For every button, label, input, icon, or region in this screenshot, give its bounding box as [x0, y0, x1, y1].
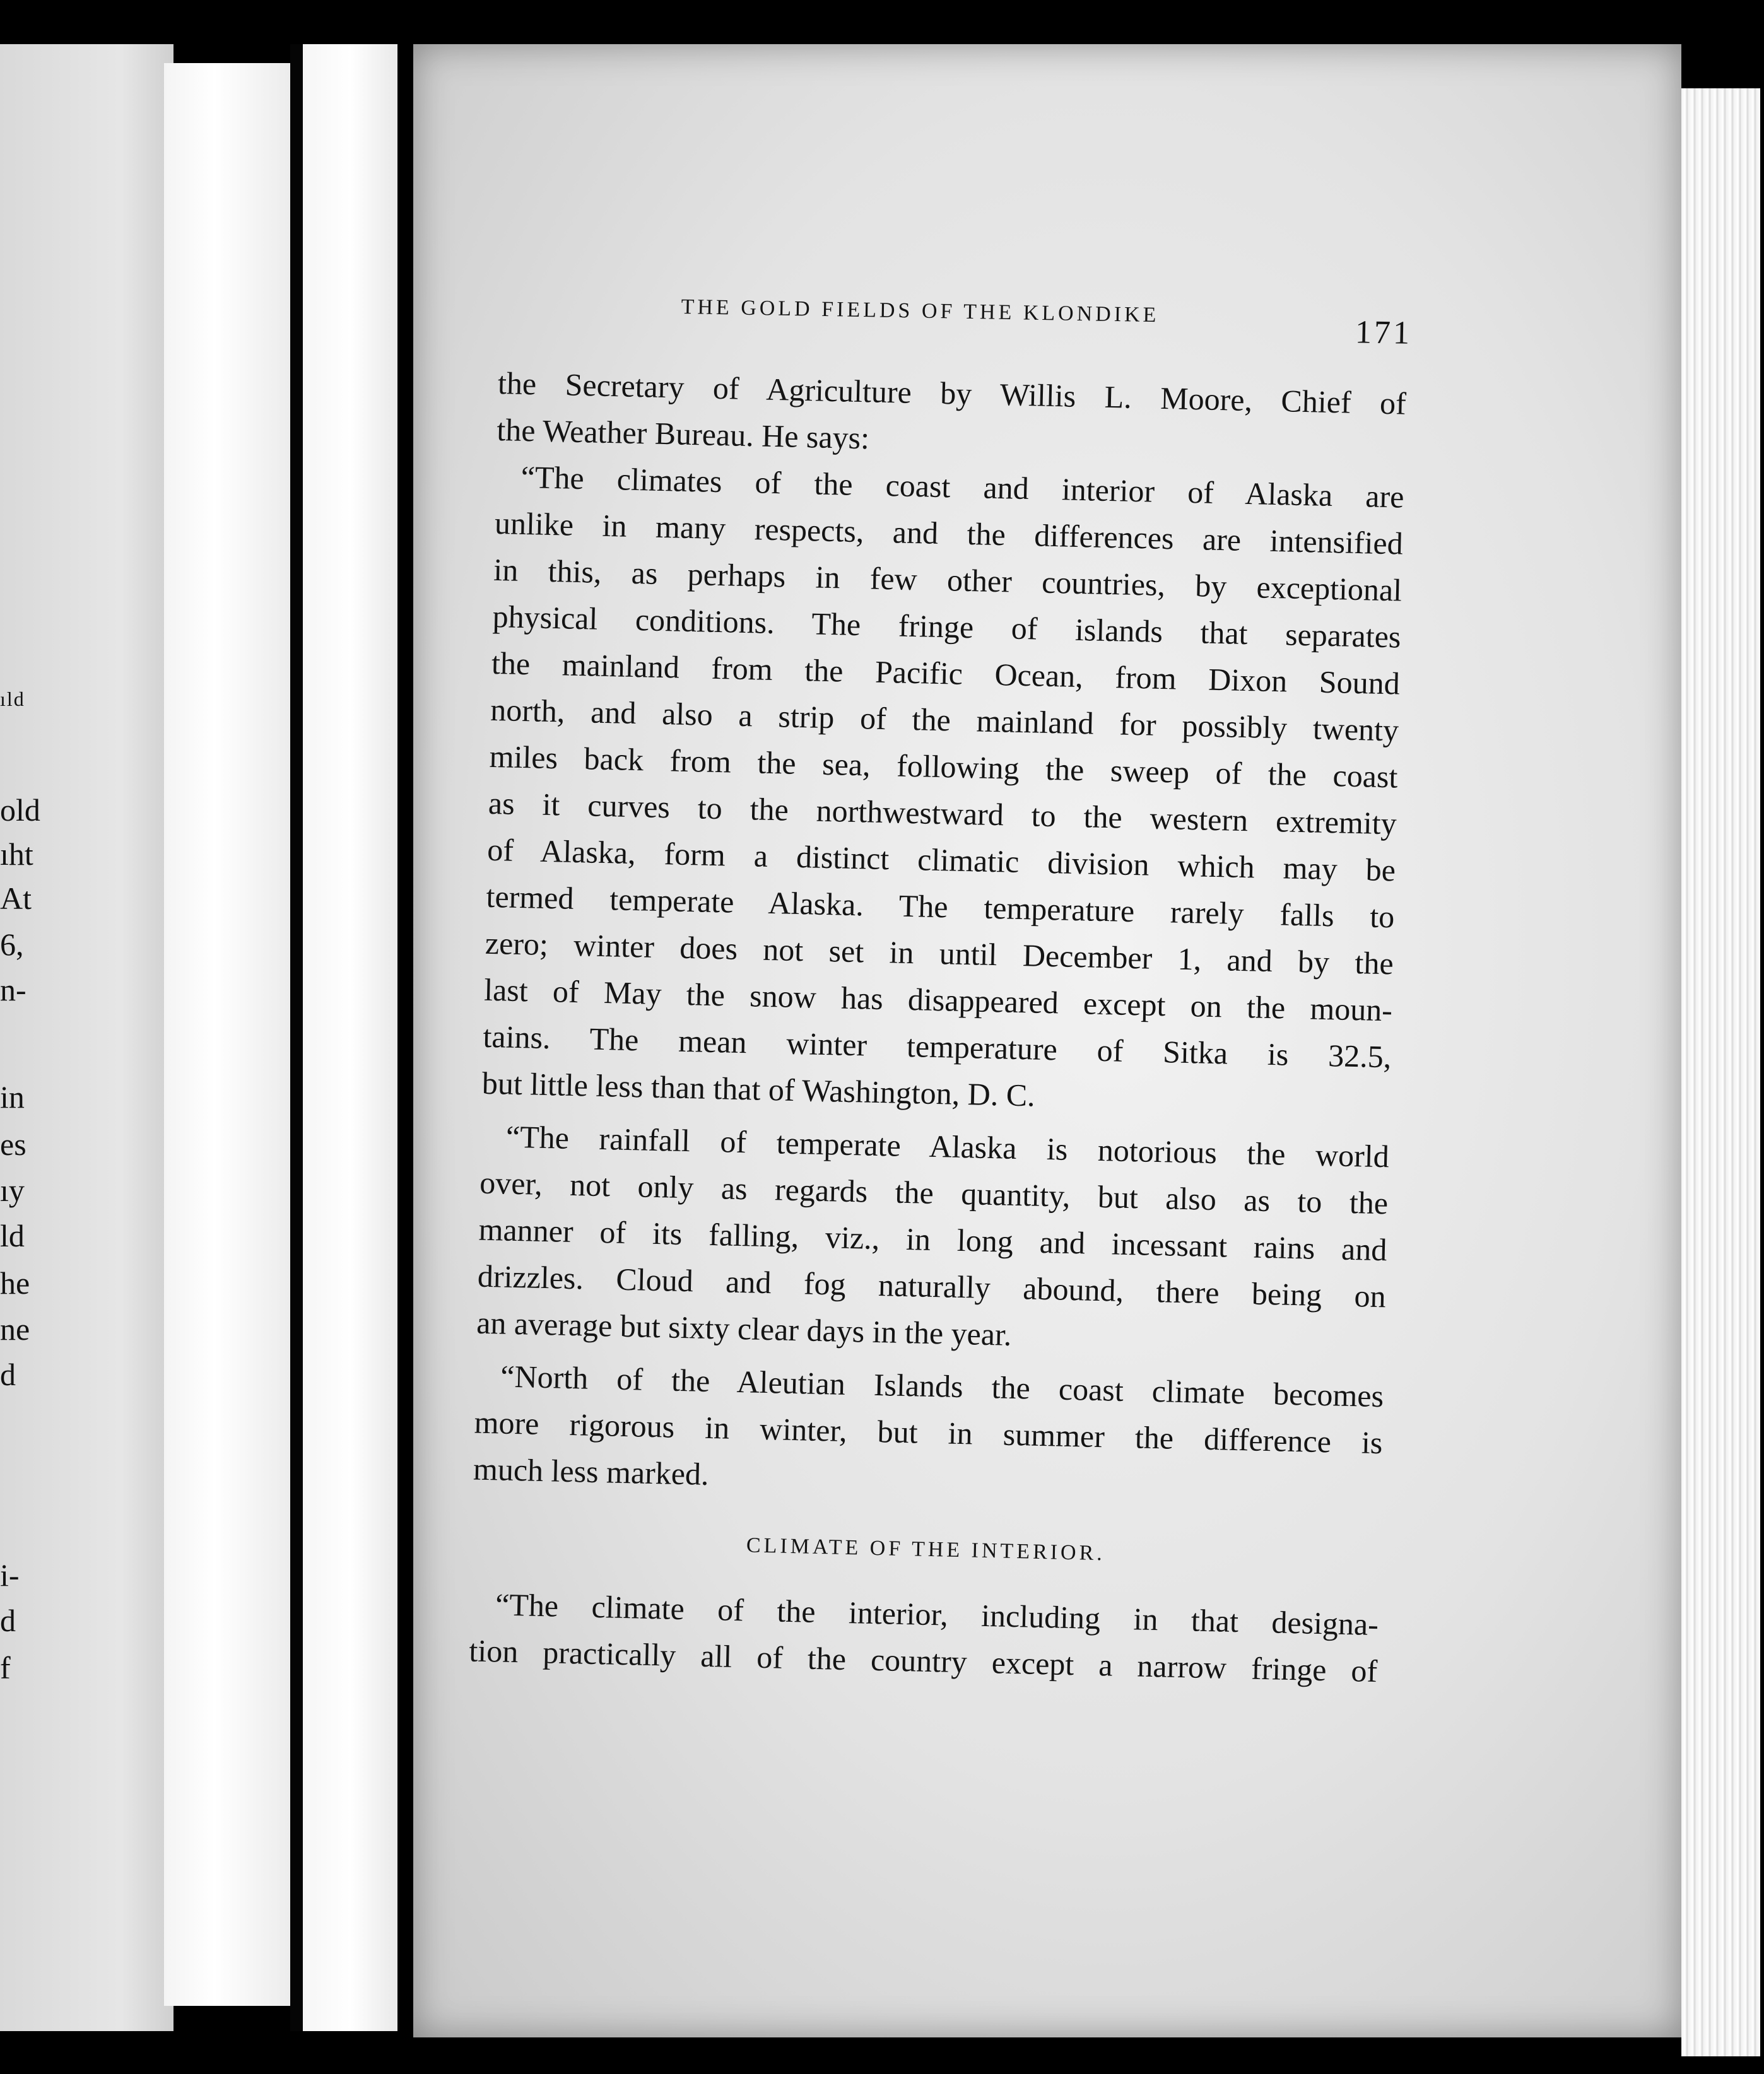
- text-line: an average but sixty clear days in the year.: [476, 1304, 1013, 1352]
- text-line: as it curves to the northwestward to the western extremity: [488, 785, 1397, 841]
- text-line: but little less than that of Washington, D. C.: [481, 1065, 1036, 1113]
- text-line: zero; winter does not set in until December 1, and by the: [485, 925, 1394, 981]
- text-line: manner of its falling, viz., in long and incessant rains and: [478, 1211, 1387, 1268]
- text-line: last of May the snow has disappeared except on the moun-: [483, 971, 1393, 1028]
- text-line: “The climate of the interior, including in that designa-: [495, 1586, 1379, 1643]
- left-fragment: ıht: [0, 836, 33, 872]
- text-line: tains. The mean winter temperature of Sitka is 32.5,: [483, 1018, 1392, 1075]
- page-edge-strip: [164, 63, 290, 2006]
- left-fragment: At: [0, 881, 32, 916]
- left-fragment: ıy: [0, 1173, 25, 1208]
- page-edge-strip: [303, 44, 397, 2031]
- left-fragment: ne: [0, 1311, 30, 1347]
- page-edge-stack: [1681, 88, 1760, 2056]
- text-line: “The climates of the coast and interior of Alaska are: [520, 459, 1405, 515]
- text-line: physical conditions. The fringe of islands that separates: [492, 598, 1402, 655]
- text-line: more rigorous in winter, but in summer the difference is: [474, 1404, 1384, 1461]
- text-line: over, not only as regards the quantity, but also as to the: [479, 1164, 1389, 1221]
- text-line: “The rainfall of temperate Alaska is notorious the world: [505, 1118, 1390, 1175]
- text-line: “North of the Aleutian Islands the coast climate becomes: [500, 1358, 1384, 1414]
- section-heading: CLIMATE OF THE INTERIOR.: [746, 1533, 1106, 1566]
- left-fragment: n-: [0, 972, 26, 1007]
- text-line: tion practically all of the country except a narrow fringe of: [468, 1632, 1378, 1689]
- text-line: in this, as perhaps in few other countries, by exceptional: [493, 551, 1402, 608]
- text-line: the Secretary of Agriculture by Willis L. Moore, Chief of: [497, 365, 1407, 421]
- text-line: miles back from the sea, following the sweep of the coast: [489, 738, 1398, 795]
- left-fragment: f: [0, 1650, 11, 1685]
- text-line: of Alaska, form a distinct climatic division which may be: [486, 831, 1396, 888]
- left-fragment: ld: [0, 1218, 25, 1253]
- left-fragment: d: [0, 1603, 16, 1638]
- left-fragment: i-: [0, 1557, 20, 1593]
- left-fragment: in: [0, 1079, 25, 1115]
- text-line: the Weather Bureau. He says:: [496, 411, 870, 456]
- left-fragment: he: [0, 1265, 30, 1301]
- left-fragment: ıld: [0, 688, 25, 710]
- text-line: the mainland from the Pacific Ocean, from Dixon Sound: [491, 645, 1401, 701]
- page-body-text: [469, 360, 1407, 1694]
- text-line: drizzles. Cloud and fog naturally abound, there being on: [477, 1258, 1387, 1315]
- left-fragment: old: [0, 792, 40, 828]
- left-fragment: 6,: [0, 927, 24, 962]
- text-line: unlike in many respects, and the differences are intensified: [494, 505, 1404, 561]
- page-number: 171: [1355, 314, 1413, 351]
- text-line: termed temperate Alaska. The temperature rarely falls to: [486, 878, 1395, 935]
- text-line: north, and also a strip of the mainland for possibly twenty: [490, 691, 1399, 748]
- left-fragment: es: [0, 1127, 26, 1162]
- text-line: much less marked.: [473, 1451, 710, 1492]
- left-page-fragments: [0, 44, 173, 2031]
- left-facing-page: [0, 44, 173, 2031]
- left-fragment: d: [0, 1357, 16, 1392]
- gutter-shadow: [290, 44, 303, 2031]
- running-head: THE GOLD FIELDS OF THE KLONDIKE: [681, 295, 1160, 327]
